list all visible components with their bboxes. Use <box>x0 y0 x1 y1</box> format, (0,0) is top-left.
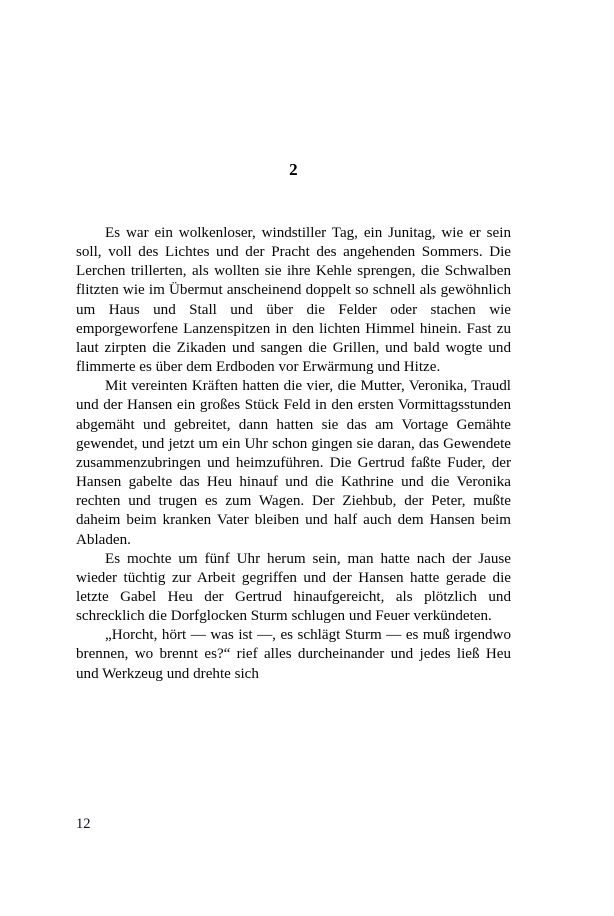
paragraph: „Horcht, hört — was ist —, es schlägt Sturm — es muß irgendwo brennen, wo brennt es?“ rief alles durcheinander und jedes ließ Heu und Werkzeug und drehte sich <box>76 627 511 682</box>
paragraph: Mit vereinten Kräften hatten die vier, die Mutter, Veronika, Traudl und der Hansen ein großes Stück Feld in den ersten Vormittagsstunden abgemäht und gebreitet, dann hatten sie das am Vortage Gemähte gewendet, und jetzt um ein Uhr schon gingen sie daran, das Gewendete zusammenzubringen und heimzuführen. Die Gertrud faßte Fuder, der Hansen gabelte das Heu hinauf und die Kathrine und die Veronika rechten und trugen es zum Wagen. Der Ziehbub, der Peter, mußte daheim beim kranken Vater bleiben und half auch dem Hansen beim Abladen. <box>76 378 511 548</box>
page-number: 12 <box>76 816 91 832</box>
paragraph: Es war ein wolkenloser, windstiller Tag, ein Junitag, wie er sein soll, voll des Lichtes und der Pracht des angehenden Sommers. Die Lerchen trillerten, als wollten sie ihre Kehle sprengen, die Schwalben flitzten wie im Übermut anscheinend doppelt so schnell als gewöhnlich um Haus und Stall und über die Felder oder stachen wie emporgeworfene Lanzenspitzen in den lichten Himmel hinein. Fast zu laut zirpten die Zikaden und sangen die Grillen, und bald wogte und flimmerte es über dem Erdboden vor Erwärmung und Hitze. <box>76 225 511 376</box>
paragraph: Es mochte um fünf Uhr herum sein, man hatte nach der Jause wieder tüchtig zur Arbeit gegriffen und der Hansen hatte gerade die letzte Gabel Heu der Gertrud hinaufgereicht, als plötzlich und schrecklich die Dorfglocken Sturm schlugen und Feuer verkündeten. <box>76 550 511 625</box>
chapter-number-heading: 2 <box>289 160 298 179</box>
body-text-container <box>76 224 511 684</box>
page-text-block <box>76 160 511 684</box>
